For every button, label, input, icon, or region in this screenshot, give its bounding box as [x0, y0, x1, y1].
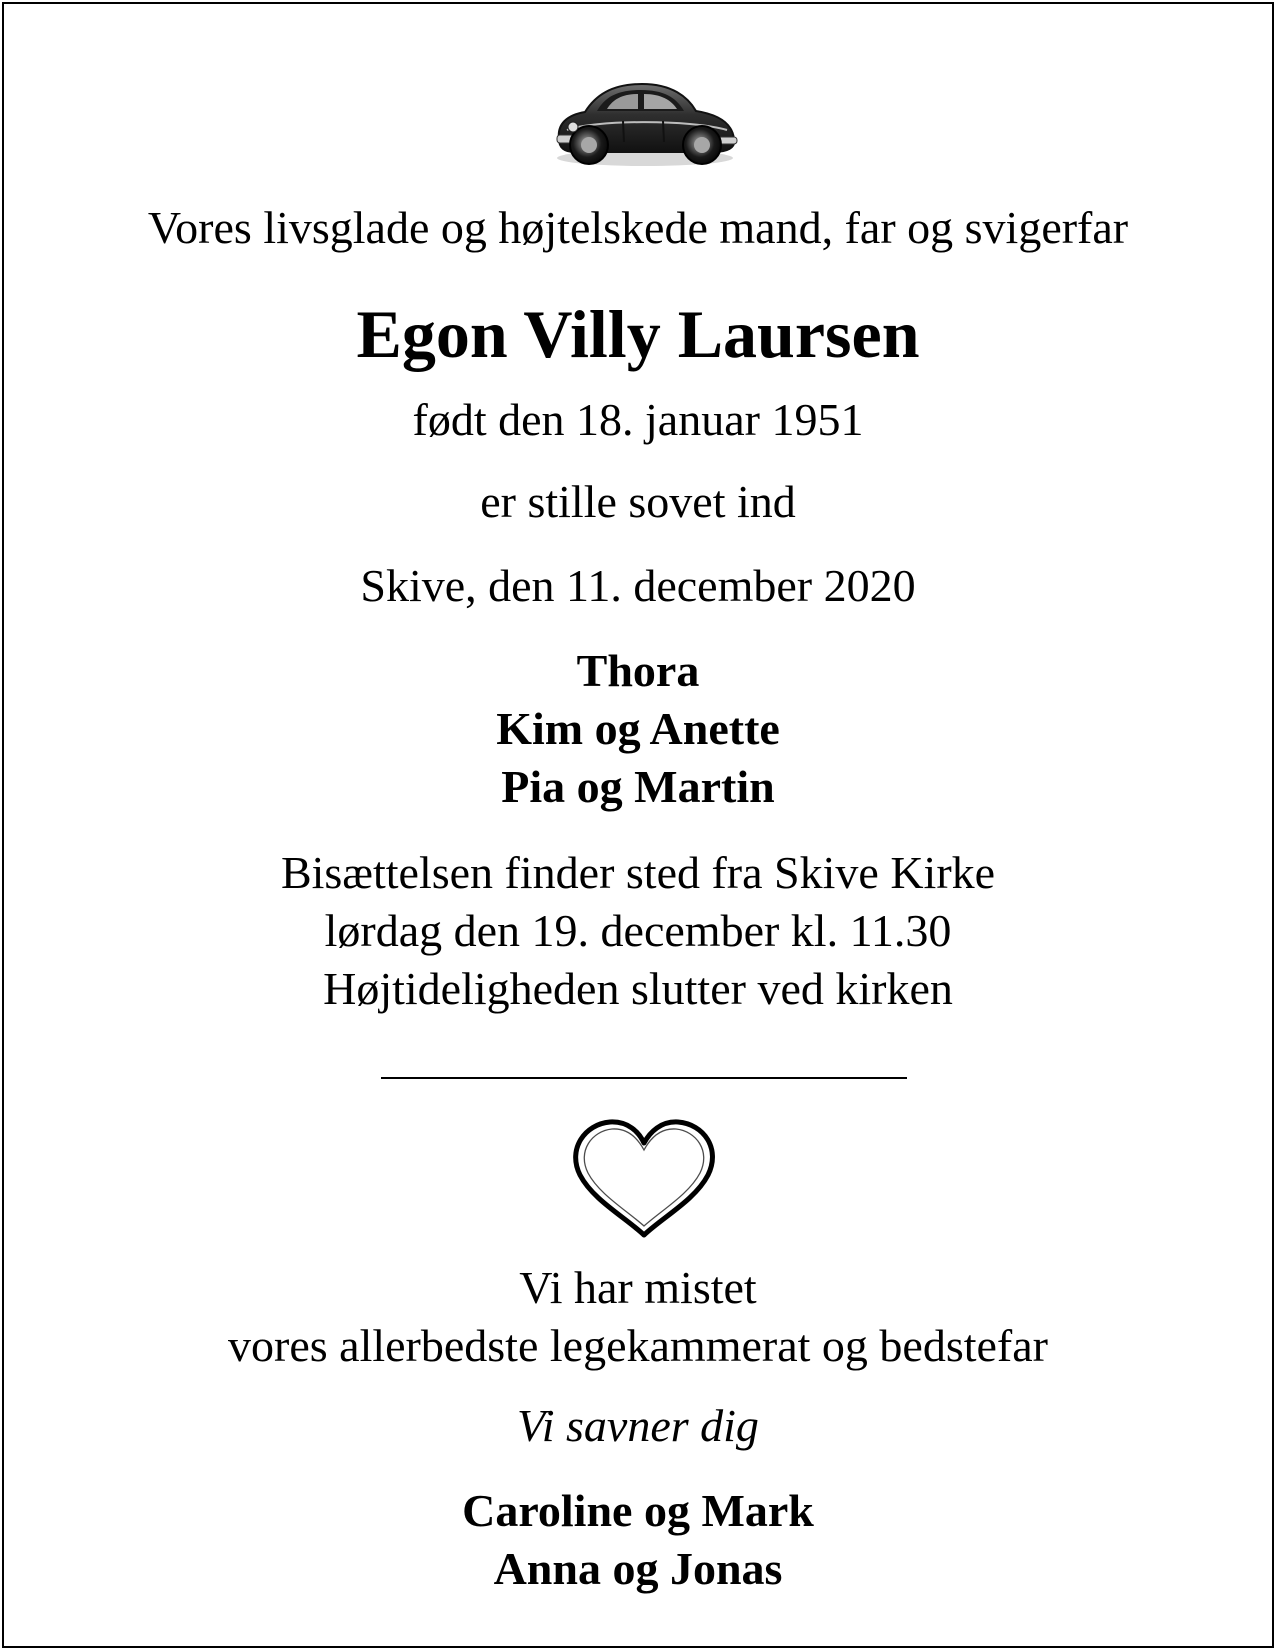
place-and-date: Skive, den 11. december 2020 [360, 560, 916, 611]
funeral-time-line: lørdag den 19. december kl. 11.30 [324, 905, 952, 956]
closing-phrase: Vi savner dig [517, 1400, 759, 1451]
grandchildren-names [4, 1482, 1272, 1598]
family-name-line: Thora [576, 645, 700, 696]
vintage-car-icon [537, 72, 749, 172]
death-notice [2, 2, 1274, 1648]
grandchildren-name-line: Anna og Jonas [493, 1543, 783, 1594]
message-line: vores allerbedste legekammerat og bedstefar [228, 1320, 1048, 1371]
family-name-line: Pia og Martin [501, 761, 775, 812]
intro-text: Vores livsglade og højtelskede mand, far og svigerfar [147, 202, 1129, 253]
death-statement: er stille sovet ind [480, 476, 796, 527]
grandchildren-message [4, 1259, 1272, 1375]
heart-outline-icon [570, 1114, 718, 1244]
funeral-details [4, 844, 1272, 1018]
family-name-line: Kim og Anette [496, 703, 780, 754]
grandchildren-name-line: Caroline og Mark [462, 1485, 814, 1536]
message-line: Vi har mistet [519, 1262, 757, 1313]
funeral-location-line: Bisættelsen finder sted fra Skive Kirke [280, 847, 996, 898]
deceased-name: Egon Villy Laursen [356, 296, 920, 372]
funeral-note-line: Højtideligheden slutter ved kirken [323, 963, 953, 1014]
section-divider [381, 1077, 907, 1079]
family-names [4, 642, 1272, 816]
birth-date: født den 18. januar 1951 [412, 394, 864, 445]
